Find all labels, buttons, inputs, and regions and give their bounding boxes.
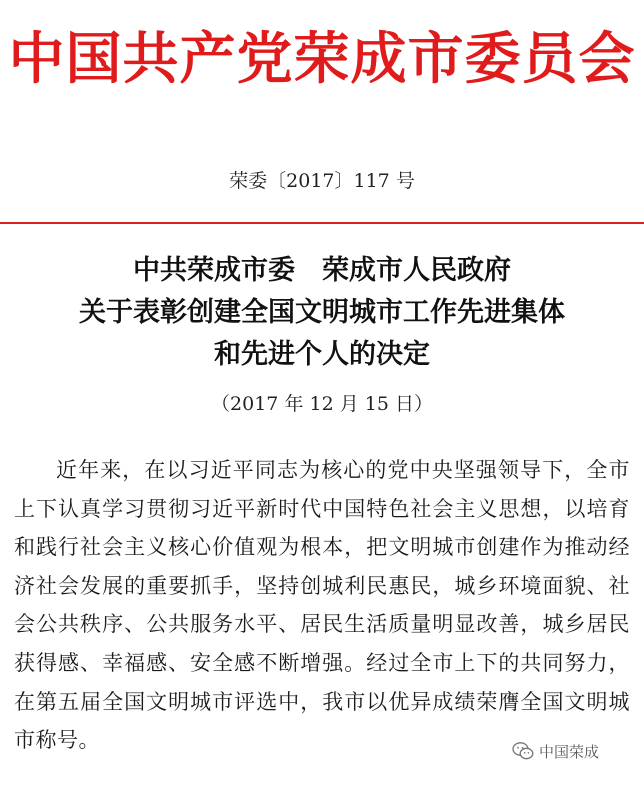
masthead-title: 中国共产党荣成市委员会 (8, 27, 636, 92)
body-paragraph: 近年来，在以习近平同志为核心的党中央坚强领导下，全市上下认真学习贯彻习近平新时代中国特色社会主义思想，以培育和践行社会主义核心价值观为根本，把文明城市创建作为推动经济社会发展的重要抓手，坚持创城利民惠民，城乡环境面貌、社会公共秩序、公共服务水平、居民生活质量明显改善，城乡居民获得感、幸福感、安全感不断增强。经过全市上下的共同努力，在第五届全国文明城市评选中，我市以优异成绩荣膺全国文明城市称号。 (14, 458, 630, 753)
issue-date: （2017 年 12 月 15 日） (211, 393, 433, 415)
title-line: 关于表彰创建全国文明城市工作先进集体 (79, 297, 565, 328)
title-line: 中共荣成市委 荣成市人民政府 (133, 255, 511, 286)
title-line: 和先进个人的决定 (214, 339, 430, 370)
watermark-label: 中国荣成 (539, 742, 600, 761)
source-watermark (512, 738, 638, 764)
wechat-icon (512, 741, 534, 761)
document-title (0, 250, 644, 376)
red-divider (0, 222, 644, 224)
document-number: 荣委〔2017〕117 号 (229, 170, 415, 192)
